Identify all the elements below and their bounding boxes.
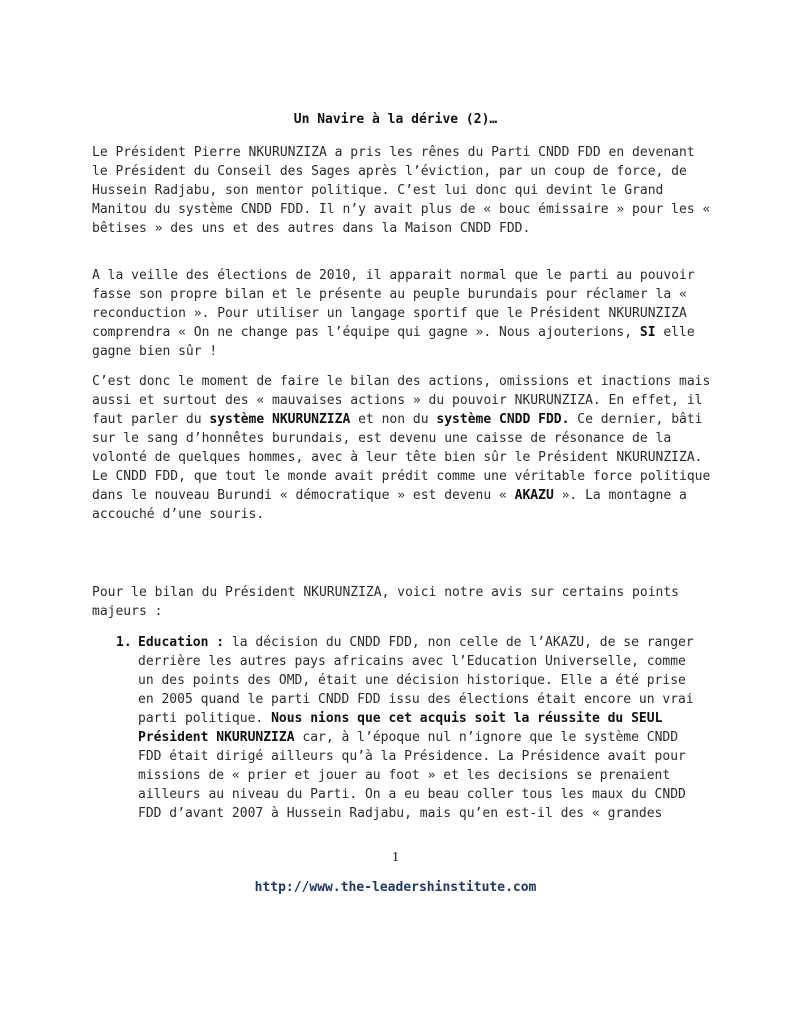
list-item: [138, 633, 700, 823]
paragraph-2-bold-si: SI: [639, 325, 656, 340]
list-item-number: 1.: [116, 635, 132, 650]
numbered-list: [116, 633, 700, 823]
paragraph-3-text-a: C’est donc le moment de faire le bilan des actions, omissions et inactions mais aussi et surtout des « mauvaises actions » du pouvoir NKURUNZIZA. En effet, il faut parler du: [92, 374, 711, 427]
paragraph-2-text-c: elle gagne bien sûr !: [92, 325, 695, 359]
page-number: 1: [392, 850, 399, 865]
paragraph-3-text-c: et non du: [350, 412, 437, 427]
document-title: Un Navire à la dérive (2)…: [293, 112, 498, 127]
list-item-text-b: la décision du CNDD FDD, non celle de l’AKAZU, de se ranger derrière les autres pays africains avec l’Education Universelle, comme un des points des OMD, était une décision historique. Elle a été prise en 2005 quand le parti CNDD FDD issu des élections était encore un vrai parti politique.: [138, 635, 694, 726]
paragraph-1: Le Président Pierre NKURUNZIZA a pris les rênes du Parti CNDD FDD en devenant le Président du Conseil des Sages après l’éviction, par un coup de force, de Hussein Radjabu, son mentor politique. C’est lui donc qui devint le Grand Manitou du système CNDD FDD. Il n’y avait plus de « bouc émissaire » pour les « bêtises » des uns et des autres dans la Maison CNDD FDD.: [92, 145, 711, 236]
list-item-bold-claim: Nous nions que cet acquis soit la réussite du SEUL Président NKURUNZIZA: [138, 711, 663, 745]
paragraph-3-text-g: ». La montagne a accouché d’une souris.: [92, 488, 687, 522]
list-item-heading: Education :: [138, 635, 225, 650]
paragraph-2: [92, 266, 712, 361]
paragraph-3-bold-akazu: AKAZU: [514, 488, 554, 503]
paragraph-3-bold-systeme-cndd: système CNDD FDD.: [436, 412, 570, 427]
paragraph-4: Pour le bilan du Président NKURUNZIZA, voici notre avis sur certains points majeurs :: [92, 585, 679, 619]
footer-link[interactable]: http://www.the-leadershinstitute.com: [254, 880, 537, 895]
paragraph-2-text-a: A la veille des élections de 2010, il apparait normal que le parti au pouvoir fasse son propre bilan et le présente au peuple burundais pour réclamer la « reconduction ». Pour utiliser un langage sportif que le Président NKURUNZIZA comprendra « On ne change pas l’équipe qui gagne ». Nous ajouterions,: [92, 268, 695, 340]
list-item-text-d: car, à l’époque nul n’ignore que le système CNDD FDD était dirigé ailleurs qu’à la Présidence. La Présidence avait pour missions de « prier et jouer au foot » et les decisions se prenaient ailleurs au niveau du Parti. On a eu beau coller tous les maux du CNDD FDD d’avant 2007 à Hussein Radjabu, mais qu’en est-il des « grandes: [138, 730, 686, 821]
paragraph-3-text-e: Ce dernier, bâti sur le sang d’honnêtes burundais, est devenu une caisse de résonance de la volonté de quelques hommes, avec à leur tête bien sûr le Président NKURUNZIZA. Le CNDD FDD, que tout le monde avait prédit comme une véritable force politique dans le nouveau Burundi « démocratique » est devenu «: [92, 412, 711, 503]
paragraph-3-bold-systeme-nkurunziza: système NKURUNZIZA: [209, 412, 351, 427]
paragraph-3: [92, 372, 712, 524]
